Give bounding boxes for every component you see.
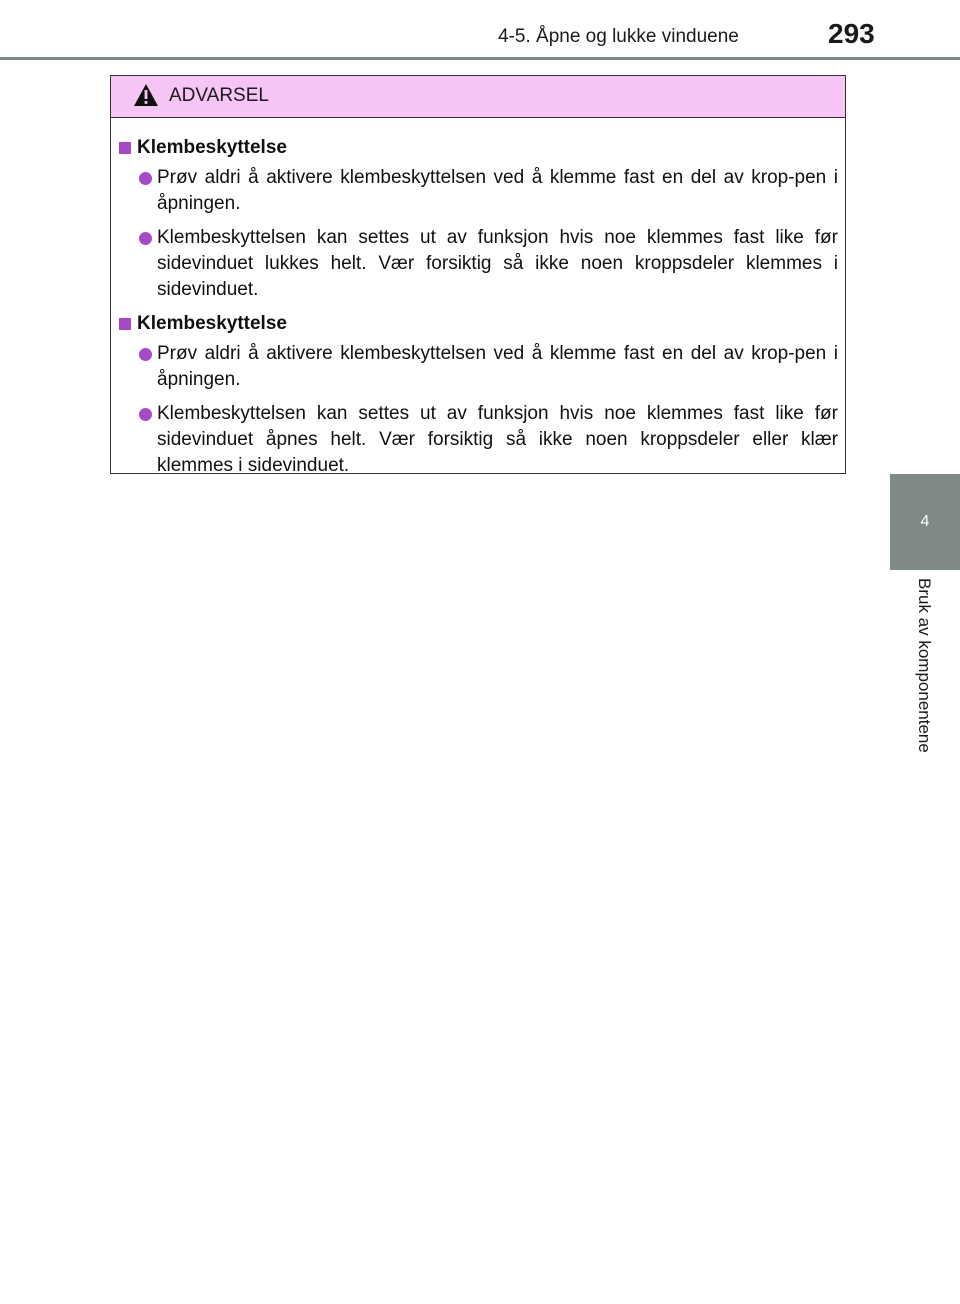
section-heading-text: Klembeskyttelse [137,137,287,158]
chapter-title-wrap [890,578,960,793]
dot-bullet-icon [139,408,152,421]
section-heading [117,311,838,337]
bullet-item [117,341,838,393]
square-bullet-icon [119,318,131,330]
warning-triangle-icon [133,83,159,112]
warning-title: ADVARSEL [169,85,269,106]
bullet-text: Klembeskyttelsen kan settes ut av funksjon hvis noe klemmes fast like før sidevinduet lukkes helt. Vær forsiktig så ikke noen kroppsdeler klemmes i sidevinduet. [157,227,838,300]
section-title: 4-5. Åpne og lukke vinduene [498,26,739,47]
bullet-text: Klembeskyttelsen kan settes ut av funksjon hvis noe klemmes fast like før sidevinduet åpnes helt. Vær forsiktig så ikke noen kroppsdeler eller klær klemmes i sidevinduet. [157,403,838,476]
bullet-text: Prøv aldri å aktivere klembeskyttelsen ved å klemme fast en del av krop-pen i åpningen. [157,343,838,390]
section-heading [117,135,838,161]
bullet-text: Prøv aldri å aktivere klembeskyttelsen ved å klemme fast en del av krop-pen i åpningen. [157,167,838,214]
warning-box [110,75,846,474]
warning-header [111,76,845,118]
bullet-item [117,165,838,217]
warning-body [111,118,845,479]
header-divider [0,57,960,60]
bullet-item [117,401,838,479]
dot-bullet-icon [139,348,152,361]
square-bullet-icon [119,142,131,154]
dot-bullet-icon [139,232,152,245]
dot-bullet-icon [139,172,152,185]
chapter-title: Bruk av komponentene [915,578,934,753]
bullet-item [117,225,838,303]
page-number: 293 [828,18,875,49]
chapter-tab [890,474,960,570]
section-heading-text: Klembeskyttelse [137,313,287,334]
chapter-number: 4 [920,513,930,530]
